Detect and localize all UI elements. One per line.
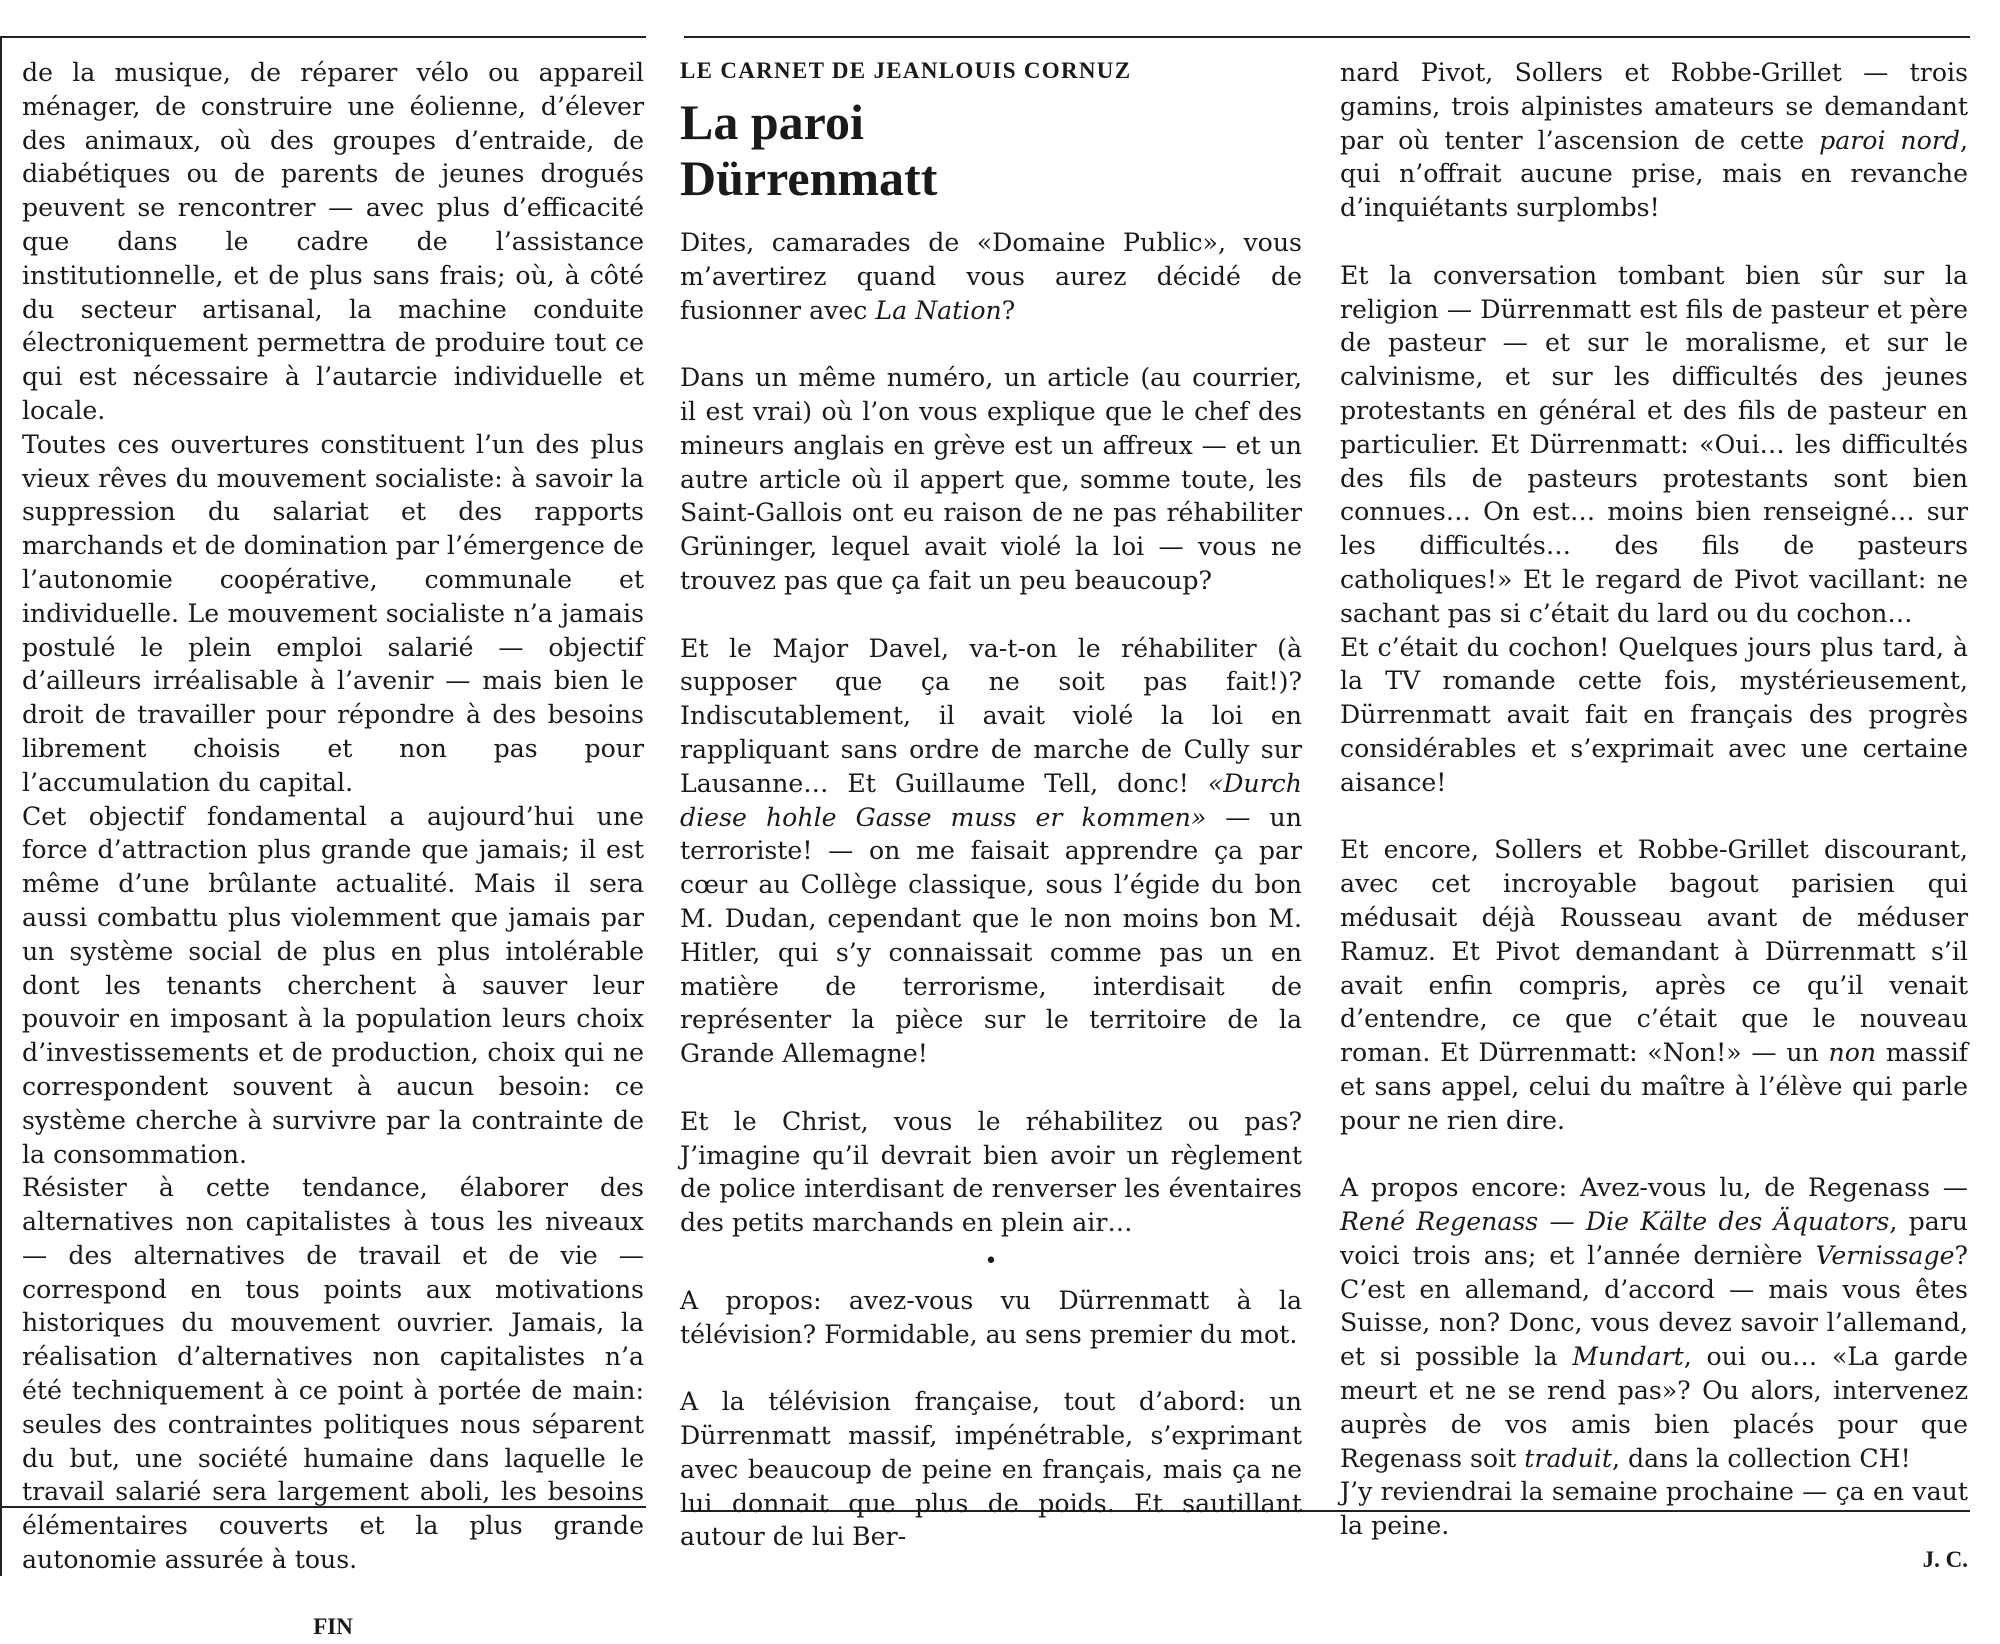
column-middle <box>680 56 1302 1554</box>
article-paragraph-1: Dites, camarades de «Domaine Public», vous m’avertirez quand vous aurez décidé de fusionner avec La Nation? <box>680 228 1302 325</box>
headline-line-1: La paroi <box>680 94 864 150</box>
article-paragraph-4: Et le Christ, vous le réhabilitez ou pas? J’imagine qu’il devrait bien avoir un règlement de police interdisant de renverser les éventaires des petits marchands en plein air… <box>680 1106 1302 1238</box>
article-paragraph-9: Et c’était du cochon! Quelques jours plus tard, à la TV romande cette fois, mystérieusement, Dürrenmatt avait fait en français des progrès considérables et s’exprimait avec une certaine aisance! <box>1340 632 1968 797</box>
article-paragraph-7: nard Pivot, Sollers et Robbe-Grillet — trois gamins, trois alpinistes amateurs se demandant par où tenter l’ascension de cette paroi nord, qui n’offrait aucune prise, mais en revanche d’inquiétants surplombs! <box>1340 58 1968 223</box>
top-rule-right <box>684 36 1970 38</box>
article-paragraph-6: A la télévision française, tout d’abord: un Dürrenmatt massif, impénétrable, s’exprimant avec beaucoup de peine en français, mais ça ne lui donnait que plus de poids. Et sautillant autour de lui Ber- <box>680 1387 1302 1552</box>
left-edge-line <box>0 36 2 1576</box>
article-paragraph-11: A propos encore: Avez-vous lu, de Regenass — René Regenass — Die Kälte des Äquators, paru voici trois ans; et l’année dernière Vernissage? C’est en allemand, d’accord — mais vous êtes Suisse, non? Donc, vous devez savoir l’allemand, et si possible la Mundart, oui ou… «La garde meurt et ne se rend pas»? Ou alors, intervenez auprès de vos amis bien placés pour que Regenass soit traduit, dans la collection CH! <box>1340 1173 1968 1473</box>
article-paragraph-8: Et la conversation tombant bien sûr sur la religion — Dürrenmatt est fils de pasteur et père de pasteur — et sur le moralisme, et sur le calvinisme, et sur les difficultés des jeunes protestants en général et des fils de pasteur en particulier. Et Dürrenmatt: «Oui… les difficultés des fils de pasteurs protestants sont bien connues… On est… moins bien renseigné… sur les difficultés… des fils de pasteurs catholiques!» Et le regard de Pivot vacillant: ne sachant pas si c’était du lard ou du cochon… <box>1340 260 1968 628</box>
left-paragraph-1: de la musique, de réparer vélo ou appareil ménager, de construire une éolienne, d’élever des animaux, où des groupes d’entraide, de diabétiques ou de parents de jeunes drogués peuvent se rencontrer — avec plus d’efficacité que dans le cadre de l’assistance institutionnelle, et de plus sans frais; où, à côté du secteur artisanal, la machine conduite électroniquement permettra de produire tout ce qui est nécessaire à l’autarcie individuelle et locale. <box>22 58 644 425</box>
left-paragraph-2: Toutes ces ouvertures constituent l’un des plus vieux rêves du mouvement socialiste: à savoir la suppression du salariat et des rapports marchands et de domination par l’émergence de l’autonomie coopérative, communale et individuelle. Le mouvement socialiste n’a jamais postulé le plein emploi salarié — objectif d’ailleurs irréalisable à l’avenir — mais bien le droit de travailler pour répondre à des besoins librement choisis et non pas pour l’accumulation du capital. <box>22 429 644 797</box>
article-paragraph-10: Et encore, Sollers et Robbe-Grillet discourant, avec cet incroyable bagout parisien qui médusait déjà Rousseau avant de méduser Ramuz. Et Pivot demandant à Dürrenmatt s’il avait enfin compris, après ce qu’il venait d’entendre, ce que c’était que le nouveau roman. Et Dürrenmatt: «Non!» — un non massif et sans appel, celui du maître à l’élève qui parle pour ne rien dire. <box>1340 835 1968 1135</box>
article-kicker: LE CARNET DE JEANLOUIS CORNUZ <box>680 58 1132 83</box>
headline-line-2: Dürrenmatt <box>680 150 938 206</box>
section-separator: • <box>984 1248 998 1274</box>
article-paragraph-5: A propos: avez-vous vu Dürrenmatt à la télévision? Formidable, au sens premier du mot. <box>680 1285 1302 1349</box>
author-signature: J. C. <box>1922 1547 1968 1573</box>
top-rule-left <box>0 36 646 38</box>
article-paragraph-12: J’y reviendrai la semaine prochaine — ça en vaut la peine. <box>1340 1477 1968 1541</box>
article-headline <box>680 94 1302 206</box>
column-left <box>22 56 644 1644</box>
left-paragraph-4: Résister à cette tendance, élaborer des alternatives non capitalistes à tous les niveaux — des alternatives de travail et de vie — correspond en tous points aux motivations historiques du mouvement ouvrier. Jamais, la réalisation d’alternatives non capitalistes n’a été techniquement à ce point à portée de main: seules des contraintes politiques nous séparent du but, une société humaine dans laquelle le travail salarié sera largement aboli, les besoins élémentaires couverts et la plus grande autonomie assurée à tous. <box>22 1173 644 1575</box>
article-paragraph-3: Et le Major Davel, va-t-on le réhabiliter (à supposer que ça ne soit pas fait!)? Indiscutablement, il avait violé la loi en rappliquant sans ordre de marche de Cully sur Lausanne… Et Guillaume Tell, donc! «Durch diese hohle Gasse muss er kommen» — un terroriste! — on me faisait apprendre ça par cœur au Collège classique, sous l’égide du bon M. Dudan, cependant que le non moins bon M. Hitler, qui s’y connaissait comme pas un en matière de terrorisme, interdisait de représenter la pièce sur le territoire de la Grande Allemagne! <box>680 633 1302 1069</box>
article-paragraph-2: Dans un même numéro, un article (au courrier, il est vrai) où l’on vous explique que le chef des mineurs anglais en grève est un affreux — et un autre article où il appert que, somme toute, les Saint-Gallois ont eu raison de ne pas réhabiliter Grüninger, lequel avait violé la loi — vous ne trouvez pas que ça fait un peu beaucoup? <box>680 363 1302 595</box>
end-mark: FIN <box>313 1613 353 1639</box>
left-paragraph-3: Cet objectif fondamental a aujourd’hui une force d’attraction plus grande que jamais; il est même d’une brûlante actualité. Mais il sera aussi combattu plus violemment que jamais par un système social de plus en plus intolérable dont les tenants cherchent à sauver leur pouvoir en imposant à la population leurs choix d’investissements et de production, choix qui ne correspondent souvent à aucun besoin: ce système cherche à survivre par la contrainte de la consommation. <box>22 801 644 1169</box>
column-right <box>1340 56 1968 1577</box>
